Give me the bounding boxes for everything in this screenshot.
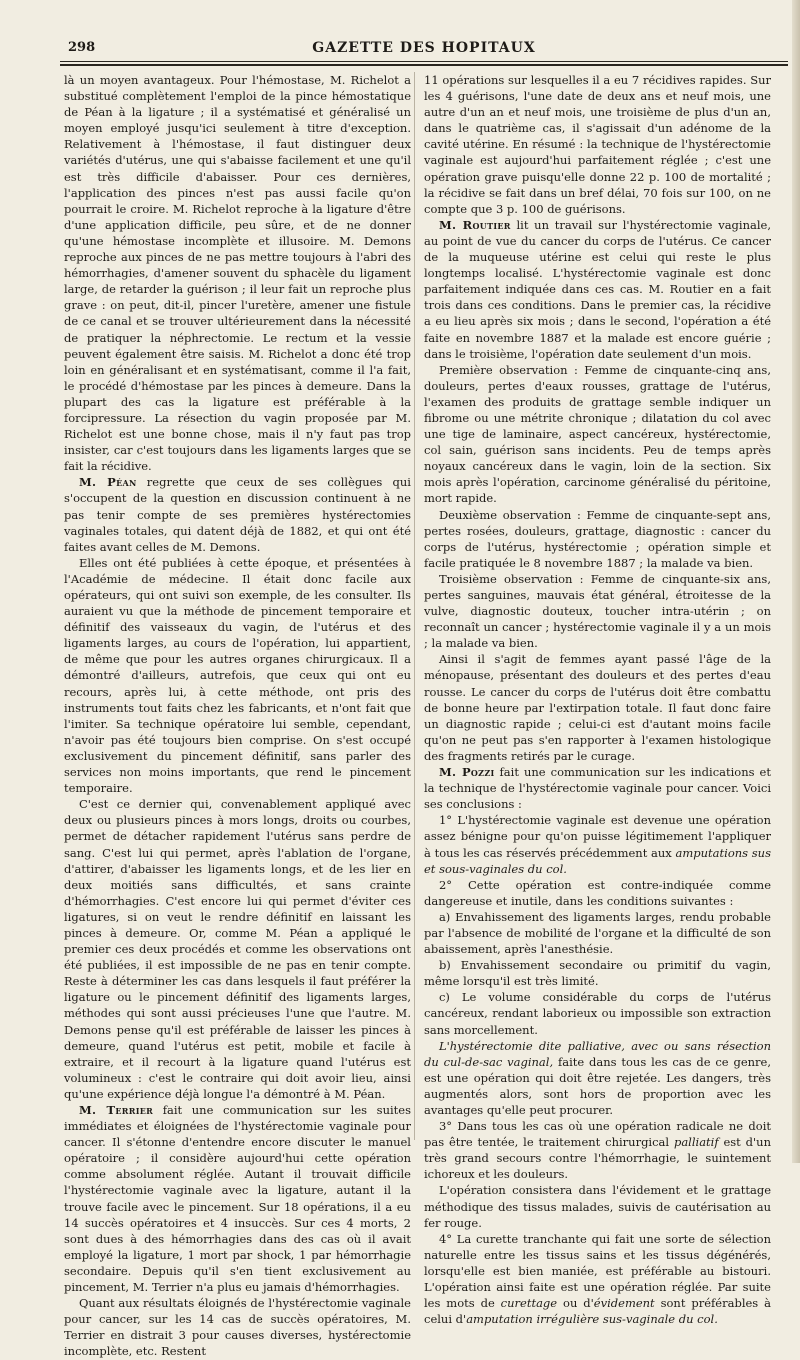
page-edge-shadow (792, 0, 800, 1163)
italic-phrase: curettage (500, 1296, 558, 1311)
column-divider (414, 72, 415, 1140)
paragraph: M. Routier lit un travail sur l'hystérectomie vaginale, au point de vue du cancer du corps de l'utérus. Ce cancer de la muqueuse utérine est celui qui reste le plus longtemps localisé. L'hystérectomie vaginale est donc parfaitement indiquée dans ces cas. M. Routier en a fait trois dans ces conditions. Dans le premier cas, la récidive a eu lieu après six mois ; dans le second, l'opération a été faite en novembre 1887 et la malade est encore guérie ; dans le troisième, l'opération date seulement d'un mois. (424, 217, 771, 361)
speaker-name: M. Péan (78, 475, 137, 490)
paragraph: C'est ce dernier qui, convenablement appliqué avec deux ou plusieurs pinces à mors longs, droits ou courbes, permet de détacher rapidement l'utérus sans perdre de sang. C'est lui qui permet, après l'ablation de l'organe, d'attirer, d'abaisser les ligaments longs, et de les lier en deux moitiés sans difficultés, et sans crainte d'hémorrhagies. C'est encore lui qui permet d'éviter ces ligatures, si on veut le rendre définitif en laissant les pinces à demeure. Or, comme M. Péan a appliqué le premier ces deux procédés et comme les observations ont été publiées, il est impossible de ne pas en tenir compte. Reste à déterminer les cas dans lesquels il faut préférer la ligature ou le pincement définitif des ligaments larges, méthodes qui sont aussi précieuses l'une que l'autre. M. Demons pense qu'il est préférable de laisser les pinces à demeure, quand l'utérus est petit, mobile et facile à extraire, et il recourt à la ligature quand l'utérus est volumineux : c'est le contraire qui doit avoir lieu, ainsi qu'une expérience déjà longue l'a démontré à M. Péan. (64, 797, 411, 1101)
italic-phrase: évidement (593, 1296, 655, 1311)
paragraph: 4° La curette tranchante qui fait une sorte de sélection naturelle entre les tissus sains et les tissus dégénérés, lorsqu'elle est bien maniée, est préférable au bistouri. L'opération ainsi faite est une opération réglée. Par suite les mots de curettage ou d'évidement sont préférables à celui d'amputation irrégulière sus-vaginale du col. (424, 1231, 771, 1327)
paragraph: b) Envahissement secondaire ou primitif du vagin, même lorsqu'il est très limité. (424, 958, 771, 989)
paragraph: Ainsi il s'agit de femmes ayant passé l'âge de la ménopause, présentant des douleurs et des pertes d'eau rousse. Le cancer du corps de l'utérus doit être combattu de bonne heure par l'extirpation totale. Il faut donc faire un diagnostic rapide ; celui-ci est d'autant moins facile qu'on ne peut pas s'en rapporter à l'examen histologique des fragments retirés par le curage. (424, 652, 771, 763)
speaker-name: M. Routier (438, 217, 511, 232)
page-header (60, 36, 788, 60)
italic-phrase: palliatif (673, 1135, 719, 1150)
paragraph: L'hystérectomie dite palliative, avec ou sans résection du cul-de-sac vaginal, faite dans tous les cas de ce genre, est une opération qui doit être rejetée. Les dangers, très augmentés alors, sont hors de proportion avec les avantages qu'elle peut procurer. (424, 1038, 771, 1117)
italic-phrase: amputation irrégulière sus-vaginale du col. (466, 1312, 718, 1327)
header-rule-thin (60, 61, 788, 62)
paragraph: M. Pozzi fait une communication sur les indications et la technique de l'hystérectomie vaginale pour cancer. Voici ses conclusions : (424, 765, 771, 812)
paragraph: M. Péan regrette que ceux de ses collègues qui s'occupent de la question en discussion continuent à ne pas tenir compte de ses premières hystérectomies vaginales totales, qui datent déjà de 1882, et qui ont été faites avant celles de M. Demons. (64, 475, 411, 554)
paragraph: a) Envahissement des ligaments larges, rendu probable par l'absence de mobilité de l'organe et la difficulté de son abaissement, après l'anesthésie. (424, 909, 771, 957)
paragraph: là un moyen avantageux. Pour l'hémostase, M. Richelot a substitué complètement l'emploi de la pince hémostatique de Péan à la ligature ; il a systématisé et généralisé un moyen employé jusqu'ici seulement à titre d'exception. Relativement à l'hémostase, il faut distinguer deux variétés d'utérus, une qui s'abaisse facilement et une qu'il est très difficile d'abaisser. Pour ces dernières, l'application des pinces n'est pas aussi facile qu'on pourrait le croire. M. Richelot reproche à la ligature d'être d'une application difficile, peu sûre, et de ne donner qu'une hémostase incomplète et illusoire. M. Demons reproche aux pinces de ne pas mettre toujours à l'abri des hémorrhagies, d'amener souvent du sphacèle du ligament large, de retarder la guérison ; il leur fait un reproche plus grave : on peut, dit-il, pincer l'uretère, amener une fistule de ce canal et se trouver ultérieurement dans la nécessité de pratiquer la néphrectomie. Le rectum et la vessie peuvent également être saisis. M. Richelot a donc été trop loin en généralisant et en systématisant, comme il l'a fait, le procédé d'hémostase par les pinces à demeure. Dans la plupart des cas la ligature est préférable à la forcipressure. La résection du vagin proposée par M. Richelot est une bonne chose, mais il n'y faut pas trop insister, car c'est toujours dans les ligaments larges que se fait la récidive. (64, 73, 411, 474)
paragraph: 11 opérations sur lesquelles il a eu 7 récidives rapides. Sur les 4 guérisons, l'une date de deux ans et neuf mois, une autre d'un an et neuf mois, une troisième de plus d'un an, dans le quatrième cas, il s'agissait d'un adénome de la cavité utérine. En résumé : la technique de l'hystérectomie vaginale est aujourd'hui parfaitement réglée ; c'est une opération grave puisqu'elle donne 22 p. 100 de mortalité ; la récidive se fait dans un bref délai, 70 fois sur 100, on ne compte que 3 p. 100 de guérisons. (424, 73, 771, 216)
paragraph: Première observation : Femme de cinquante-cinq ans, douleurs, pertes d'eaux rousses, grattage de l'utérus, l'examen des produits de grattage semble indiquer un fibrome ou une métrite chronique ; dilatation du col avec une tige de laminaire, aspect cancéreux, hystérectomie, col sain, guérison sans incidents. Peu de temps après noyaux cancéreux dans le vagin, loin de la section. Six mois après l'opération, carcinome généralisé du péritoine, mort rapide. (424, 362, 771, 506)
paragraph: M. Terrier fait une communication sur les suites immédiates et éloignées de l'hystérectomie vaginale pour cancer. Il s'étonne d'entendre encore discuter le manuel opératoire ; il considère aujourd'hui cette opération comme absolument réglée. Autant il trouvait difficile l'hystérectomie vaginale avec la ligature, autant il la trouve facile avec le pincement. Sur 18 opérations, il a eu 14 succès opératoires et 4 insuccès. Sur ces 4 morts, 2 sont dues à des hémorrhagies dans des cas où il avait employé la ligature, 1 mort par shock, 1 par hémorrhagie secondaire. Depuis qu'il s'en tient exclusivement au pincement, M. Terrier n'a plus eu jamais d'hémorrhagies. (64, 1103, 411, 1295)
paragraph: c) Le volume considérable du corps de l'utérus cancéreux, rendant laborieux ou impossible son extraction sans morcellement. (424, 990, 771, 1037)
speaker-name: M. Terrier (78, 1103, 154, 1117)
paragraph: Troisième observation : Femme de cinquante-six ans, pertes sanguines, mauvais état général, étroitesse de la vulve, diagnostic douteux, toucher intra-utérin ; on reconnaît un cancer ; hystérectomie vaginale il y a un mois ; la malade va bien. (424, 571, 771, 651)
italic-phrase: L'hystérectomie dite palliative, avec ou sans résection du cul-de-sac vaginal, (424, 1038, 771, 1069)
right-column (424, 72, 771, 1327)
journal-title: GAZETTE DES HOPITAUX (312, 40, 536, 56)
paragraph: 1° L'hystérectomie vaginale est devenue une opération assez bénigne pour qu'on puisse légitimement l'appliquer à tous les cas réservés précédemment aux amputations sus et sous-vaginales du col. (424, 813, 771, 876)
paragraph: Elles ont été publiées à cette époque, et présentées à l'Académie de médecine. Il était donc facile aux opérateurs, qui ont suivi son exemple, de les consulter. Ils auraient vu que la méthode de pincement temporaire et définitif des vaisseaux du vagin, de l'utérus et des ligaments larges, au cours de l'opération, lui appartient, de même que pour les autres organes chirurgicaux. Il a démontré d'ailleurs, autrefois, que ceux qui ont eu recours, après lui, à cette méthode, ont pris des instruments tout faits chez les fabricants, et n'ont fait que l'imiter. Sa technique opératoire lui semble, cependant, n'avoir pas été toujours bien comprise. On s'est occupé exclusivement du pincement définitif, sans parler des services non moins importants, que rend le pincement temporaire. (64, 555, 411, 796)
speaker-name: M. Pozzi (438, 765, 495, 780)
page-number: 298 (68, 40, 96, 55)
paragraph: Quant aux résultats éloignés de l'hystérectomie vaginale pour cancer, sur les 14 cas de succès opératoires, M. Terrier en distrait 3 pour causes diverses, hystérectomie incomplète, etc. Restent (64, 1296, 411, 1359)
header-rule-thick (60, 64, 788, 66)
paragraph: 2° Cette opération est contre-indiquée comme dangereuse et inutile, dans les conditions suivantes : (424, 877, 771, 908)
italic-phrase: amputations sus et sous-vaginales du col. (424, 845, 771, 876)
paragraph: Deuxième observation : Femme de cinquante-sept ans, pertes rosées, douleurs, grattage, diagnostic : cancer du corps de l'utérus, hystérectomie ; opération simple et facile pratiquée le 8 novembre 1887 ; la malade va bien. (424, 507, 771, 570)
paragraph: L'opération consistera dans l'évidement et le grattage méthodique des tissus malades, suivis de cautérisation au fer rouge. (424, 1183, 771, 1230)
paragraph: 3° Dans tous les cas où une opération radicale ne doit pas être tentée, le traitement chirurgical palliatif est d'un très grand secours contre l'hémorrhagie, le suintement ichoreux et les douleurs. (424, 1119, 771, 1182)
left-column (64, 72, 411, 1360)
